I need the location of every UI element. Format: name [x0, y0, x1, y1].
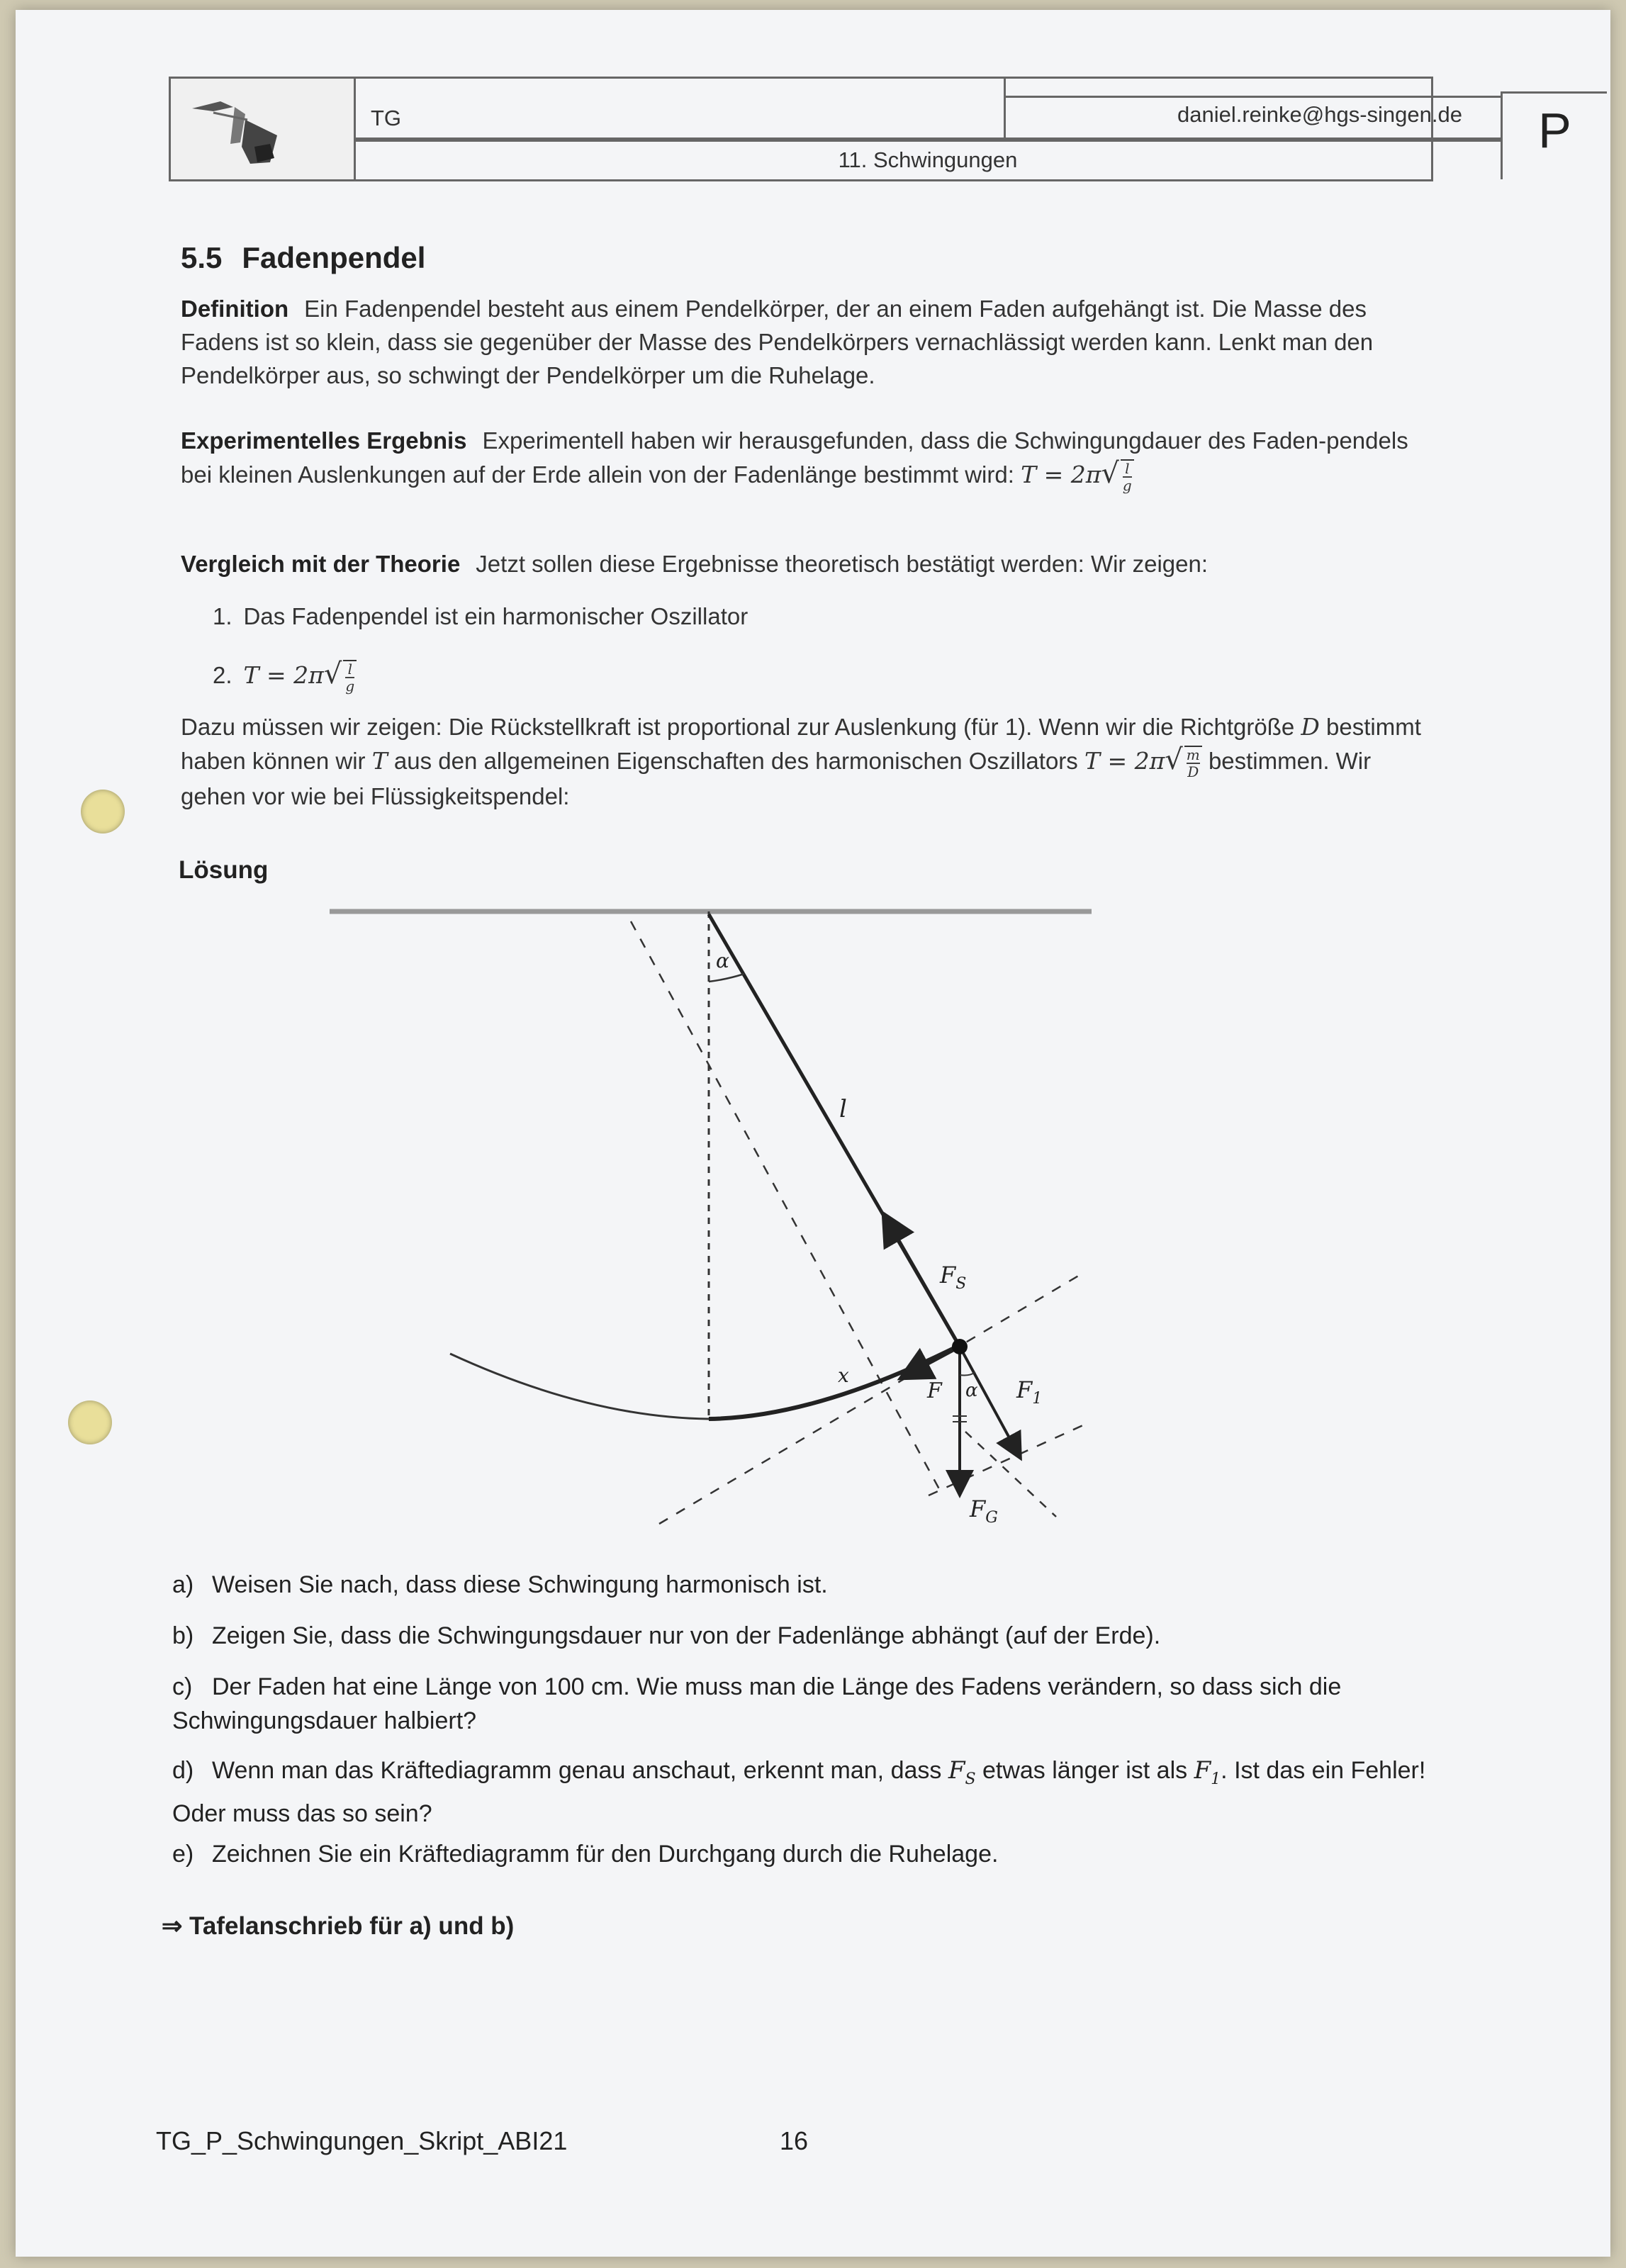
theory-paragraph	[181, 547, 1435, 580]
displacement-arc	[709, 1347, 957, 1419]
definition-paragraph	[181, 292, 1435, 392]
experiment-paragraph	[181, 424, 1435, 493]
board-note: ⇒ Tafelanschrieb für a) und b)	[162, 1912, 515, 1940]
component-arrow	[960, 1347, 1021, 1459]
solution-label: Lösung	[179, 856, 269, 884]
footer-filename: TG_P_Schwingungen_Skript_ABI21	[156, 2126, 568, 2155]
experiment-text: Experimentell haben wir herausgefunden, dass die Schwingungdauer des Faden-pendels bei kleinen Auslenkungen auf der Erde allein von der Fadenlänge bestimmt wird:	[181, 427, 1408, 488]
angle-label-top: α	[716, 949, 729, 972]
angle-label-bottom: α	[965, 1380, 978, 1401]
school-logo	[171, 79, 356, 179]
theory-label: Vergleich mit der Theorie	[181, 551, 461, 577]
chapter-title: 11. Schwingungen	[354, 140, 1502, 179]
punch-hole-bottom	[68, 1400, 112, 1444]
dazu-paragraph: Dazu müssen wir zeigen: Die Rückstellkraft ist proportional zur Auslenkung (für 1). Wenn wir die Richtgröße D bestimmt haben können wir T aus den allgemeinen Eigenschaften des harmonischen Oszillators T = 2π√ $\frac{m}{D}$ bestimmen. Wir gehen vor wie bei Flüssigkeitspendel:	[181, 713, 1421, 809]
level-badge: P	[1501, 91, 1607, 179]
theory-item-2: 2. T = 2π√ $\frac{l}{g}$	[213, 658, 357, 694]
component-label: $F_1$	[1016, 1376, 1043, 1408]
author-email: daniel.reinke@hgs-singen.de	[1006, 96, 1501, 140]
definition-label: Definition	[181, 296, 289, 322]
course-label: TG	[354, 79, 1006, 140]
section-title: Fadenpendel	[242, 241, 426, 274]
section-number: 5.5	[181, 241, 223, 274]
restoring-force-arrow	[900, 1347, 960, 1379]
theory-text: Jetzt sollen diese Ergebnisse theoretisch bestätigt werden: Wir zeigen:	[476, 551, 1208, 577]
page-header	[169, 77, 1571, 181]
pendulum-bob	[952, 1339, 968, 1354]
experiment-label: Experimentelles Ergebnis	[181, 427, 467, 454]
question-a: a) Weisen Sie nach, dass diese Schwingung harmonisch ist.	[172, 1571, 828, 1598]
pendulum-diagram	[319, 886, 1120, 1545]
gravity-label: $F_G$	[970, 1495, 998, 1527]
theory-item-1: 1. Das Fadenpendel ist ein harmonischer Oszillator	[213, 603, 748, 629]
section-heading	[181, 241, 425, 275]
definition-text: Ein Fadenpendel besteht aus einem Pendelkörper, der an einem Faden aufgehängt ist. Die Masse des Fadens ist so klein, dass sie gegenüber der Masse des Pendelkörpers vernachlässigt werden kann. Lenkt man den Pendelkörper aus, so schwingt der Pendelkörper um die Ruhelage.	[181, 296, 1374, 388]
angle-arc-top	[709, 974, 744, 982]
question-d: d) Wenn man das Kräftediagramm genau anschaut, erkennt man, dass $F_S$ etwas länger ist als $F_1$. Ist das ein Fehler! Oder muss das so sein?	[172, 1756, 1426, 1827]
swing-arc	[450, 1354, 709, 1419]
page-number: 16	[780, 2126, 809, 2155]
question-c: c) Der Faden hat eine Länge von 100 cm. Wie muss man die Länge des Fadens verändern, so dass sich die Schwingungsdauer halbiert?	[172, 1673, 1342, 1734]
punch-hole-top	[81, 790, 125, 833]
question-e: e) Zeichnen Sie ein Kräftediagramm für den Durchgang durch die Ruhelage.	[172, 1841, 999, 1868]
question-b: b) Zeigen Sie, dass die Schwingungsdauer nur von der Fadenlänge abhängt (auf der Erde).	[172, 1622, 1161, 1649]
string-force-label: $F_S$	[940, 1262, 967, 1293]
displacement-label: x	[838, 1364, 849, 1387]
experiment-formula: T = 2π√ $\frac{l}{g}$	[1021, 461, 1134, 488]
length-label: l	[839, 1095, 847, 1123]
restoring-force-label: F	[927, 1379, 942, 1403]
